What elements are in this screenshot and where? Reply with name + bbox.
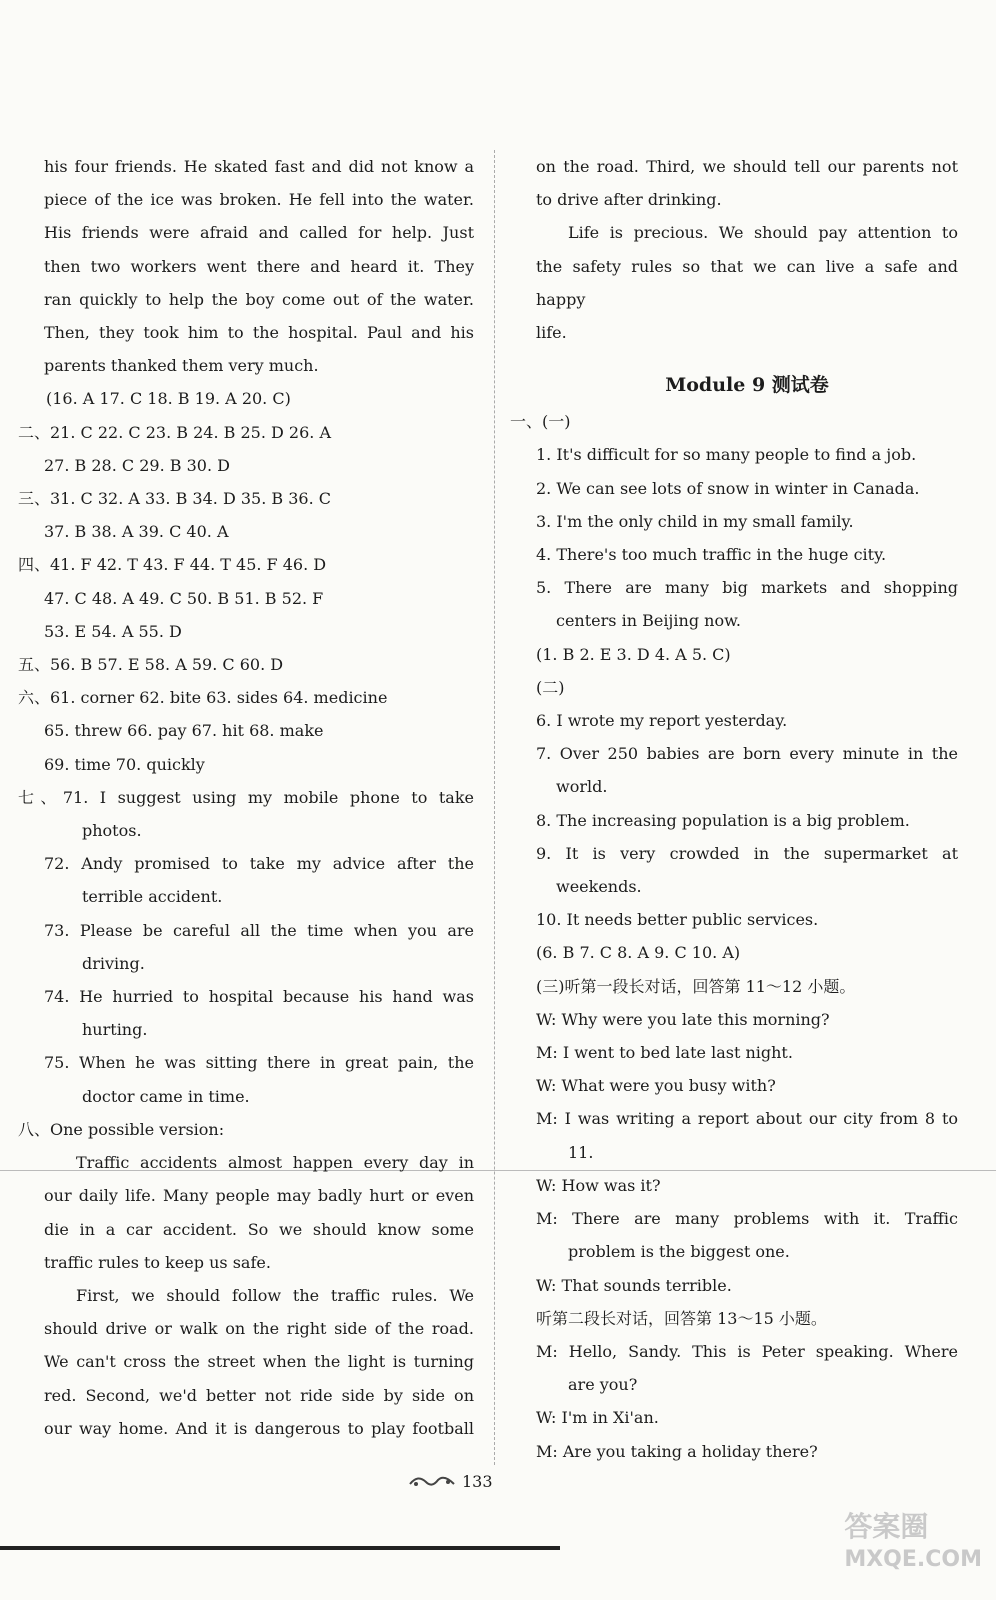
question-8: 8. The increasing population is a big problem. — [536, 810, 910, 830]
part-3b-heading: 听第二段长对话，回答第 13～15 小题。 — [536, 1308, 827, 1328]
answers-1-5: (1. B 2. E 3. D 4. A 5. C) — [536, 644, 731, 664]
sentence-75-cont: doctor came in time. — [82, 1086, 250, 1106]
section-4-answers-cont: 47. C 48. A 49. C 50. B 51. B 52. F — [44, 588, 324, 608]
question-2: 2. We can see lots of snow in winter in Canada. — [536, 478, 920, 498]
dialogue-line: W: What were you busy with? — [536, 1076, 776, 1096]
text-line: piece of the ice was broken. He fell into the water. — [44, 190, 474, 210]
essay-line: should drive or walk on the right side of the road. — [44, 1319, 474, 1339]
section-3-answers-cont: 37. B 38. A 39. C 40. A — [44, 522, 229, 542]
essay-line: Life is precious. We should pay attention to — [568, 223, 958, 243]
section-6-answers: 六、61. corner 62. bite 63. sides 64. medicine — [18, 688, 388, 708]
section-5-answers: 五、56. B 57. E 58. A 59. C 60. D — [18, 655, 284, 675]
question-1: 1. It's difficult for so many people to find a job. — [536, 445, 917, 465]
section-6-answers-cont: 65. threw 66. pay 67. hit 68. make — [44, 721, 324, 741]
sentence-73: 73. Please be careful all the time when you are — [44, 920, 474, 940]
dialogue-line-cont: are you? — [568, 1375, 638, 1395]
text-line: his four friends. He skated fast and did not know a — [44, 157, 474, 176]
section-3-answers: 三、31. C 32. A 33. B 34. D 35. B 36. C — [18, 489, 332, 509]
question-6: 6. I wrote my report yesterday. — [536, 711, 788, 731]
essay-line: We can't cross the street when the light is turning — [44, 1352, 474, 1372]
section-2-answers-cont: 27. B 28. C 29. B 30. D — [44, 455, 230, 475]
dialogue-line: M: I was writing a report about our city from 8 to — [536, 1109, 958, 1129]
sentence-72-cont: terrible accident. — [82, 887, 223, 907]
essay-line: the safety rules so that we can live a safe and happy — [536, 256, 958, 309]
page-number: 133 — [462, 1472, 493, 1491]
dialogue-line-cont: 11. — [568, 1142, 594, 1162]
section-8-heading: 八、One possible version: — [18, 1119, 225, 1139]
module-title: Module 9 测试卷 — [665, 374, 829, 397]
dialogue-line: W: Why were you late this morning? — [536, 1009, 830, 1029]
dialogue-line-cont: problem is the biggest one. — [568, 1242, 790, 1262]
bottom-rule — [0, 1546, 560, 1550]
question-3: 3. I'm the only child in my small family. — [536, 511, 854, 531]
text-line: ran quickly to help the boy come out of the water. — [44, 289, 474, 309]
essay-line: red. Second, we'd better not ride side by side on — [44, 1385, 474, 1405]
sentence-75: 75. When he was sitting there in great pain, the — [44, 1053, 474, 1073]
dialogue-line: M: There are many problems with it. Traffic — [536, 1209, 958, 1229]
essay-line: Traffic accidents almost happen every day in — [76, 1153, 474, 1173]
answers-6-10: (6. B 7. C 8. A 9. C 10. A) — [536, 943, 741, 963]
essay-line: to drive after drinking. — [536, 190, 722, 210]
question-7: 7. Over 250 babies are born every minute in the — [536, 744, 958, 764]
dialogue-line: M: Are you taking a holiday there? — [536, 1441, 818, 1461]
text-line: then two workers went there and heard it. They — [44, 256, 474, 276]
essay-line: life. — [536, 323, 567, 343]
dialogue-line: W: How was it? — [536, 1175, 661, 1195]
text-line: parents thanked them very much. — [44, 356, 319, 376]
column-divider — [494, 150, 495, 1465]
sentence-71: 七、71. I suggest using my mobile phone to take — [18, 787, 474, 807]
essay-line: First, we should follow the traffic rules. We — [76, 1285, 474, 1305]
watermark-text: 答案圈 — [844, 1510, 929, 1543]
right-column — [510, 150, 958, 1468]
sentence-73-cont: driving. — [82, 953, 145, 973]
section-4-answers-cont: 53. E 54. A 55. D — [44, 621, 182, 641]
watermark-logo — [844, 1505, 982, 1572]
question-5: 5. There are many big markets and shopping — [536, 578, 958, 598]
question-7-cont: world. — [556, 777, 608, 797]
question-9-cont: weekends. — [556, 877, 642, 897]
section-4-answers: 四、41. F 42. T 43. F 44. T 45. F 46. D — [18, 555, 327, 575]
dialogue-line: M: I went to bed late last night. — [536, 1043, 793, 1063]
section-6-answers-cont: 69. time 70. quickly — [44, 754, 205, 774]
sentence-71-cont: photos. — [82, 821, 142, 841]
part-3-heading: (三)听第一段长对话，回答第 11～12 小题。 — [536, 976, 856, 996]
question-10: 10. It needs better public services. — [536, 910, 819, 930]
part-2-heading: (二) — [536, 677, 565, 697]
part-1-heading: 一、(一) — [510, 412, 571, 432]
essay-line: our daily life. Many people may badly hurt or even — [44, 1186, 474, 1206]
story-paragraph — [44, 150, 474, 382]
dialogue-line: W: That sounds terrible. — [536, 1275, 732, 1295]
question-4: 4. There's too much traffic in the huge city. — [536, 545, 887, 565]
dialogue-line: M: Hello, Sandy. This is Peter speaking. Where — [536, 1341, 958, 1361]
text-line: Then, they took him to the hospital. Paul and his — [44, 323, 474, 343]
section-2-answers: 二、21. C 22. C 23. B 24. B 25. D 26. A — [18, 422, 332, 442]
essay-line: traffic rules to keep us safe. — [44, 1252, 271, 1272]
essay-line: die in a car accident. So we should know some — [44, 1219, 474, 1239]
question-5-cont: centers in Beijing now. — [556, 611, 741, 631]
answers-16-20: (16. A 17. C 18. B 19. A 20. C) — [46, 389, 291, 409]
sentence-74-cont: hurting. — [82, 1020, 148, 1040]
text-line: His friends were afraid and called for help. Just — [44, 223, 474, 243]
sentence-74: 74. He hurried to hospital because his hand was — [44, 987, 474, 1007]
watermark-domain: MXQE.COM — [844, 1547, 982, 1572]
essay-line: our way home. And it is dangerous to play football — [44, 1418, 474, 1438]
sentence-72: 72. Andy promised to take my advice after the — [44, 854, 474, 874]
left-column — [18, 150, 474, 1445]
essay — [44, 1146, 474, 1445]
decorative-ornament-icon — [408, 1472, 458, 1496]
question-9: 9. It is very crowded in the supermarket at — [536, 843, 958, 863]
essay-line: on the road. Third, we should tell our parents not — [536, 157, 958, 176]
dialogue-line: W: I'm in Xi'an. — [536, 1408, 659, 1428]
